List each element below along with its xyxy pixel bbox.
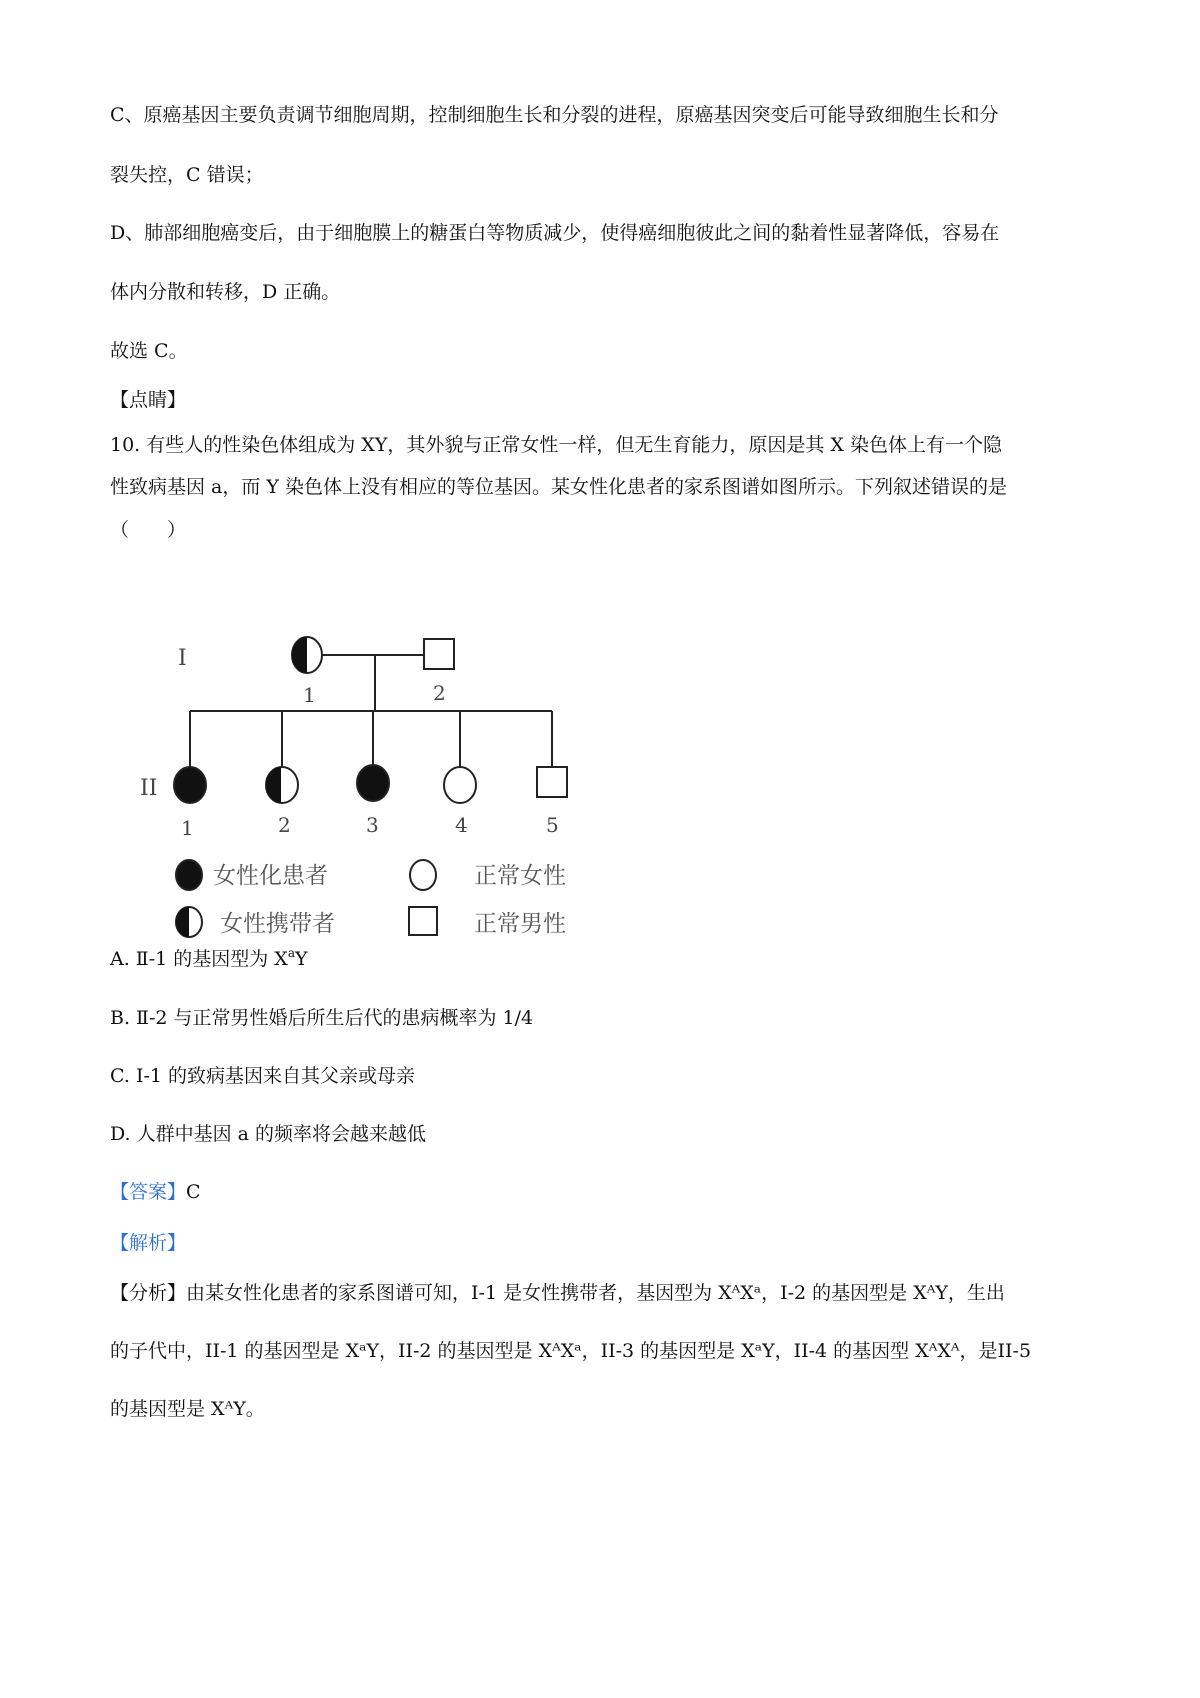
legend-affected-symbol (176, 860, 202, 890)
individual-II-3-affected (357, 765, 389, 801)
option-d-explanation-line2: 体内分散和转移，D 正确。 (110, 281, 341, 303)
option-c-explanation-line2: 裂失控，C 错误； (110, 164, 264, 186)
analysis-label: 【解析】 (110, 1232, 187, 1254)
legend-carrier-symbol (176, 907, 202, 937)
question-text-line2: 性致病基因 a，而 Y 染色体上没有相应的等位基因。某女性化患者的家系图谱如图所示。下列叙述错误的是 (110, 476, 1007, 498)
analysis-line3: 的基因型是 XᴬY。 (110, 1398, 265, 1420)
option-d-explanation-line1: D、肺部细胞癌变后，由于细胞膜上的糖蛋白等物质减少，使得癌细胞彼此之间的黏着性显著降低，容易在 (110, 222, 1000, 244)
individual-I-2-normal-male (424, 639, 454, 669)
individual-II-4-normal-female (444, 767, 476, 803)
option-a-superscript: a (287, 946, 295, 960)
legend-normal-female-symbol (410, 860, 436, 890)
pedigree-diagram (140, 625, 590, 937)
option-c: C. I-1 的致病基因来自其父亲或母亲 (110, 1065, 415, 1087)
label-II-1: 1 (181, 816, 194, 840)
option-a-text: A. Ⅱ-1 的基因型为 X (110, 948, 288, 970)
label-II-4: 4 (455, 813, 468, 837)
conclusion: 故选 C。 (110, 340, 188, 362)
question-text-line1: 10. 有些人的性染色体组成为 XY，其外貌与正常女性一样，但无生育能力，原因是其 X 染色体上有一个隐 (110, 434, 1002, 456)
option-b: B. Ⅱ-2 与正常男性婚后所生后代的患病概率为 1/4 (110, 1007, 534, 1029)
answer-value: C (186, 1181, 201, 1203)
label-II-3: 3 (366, 813, 379, 837)
option-c-explanation-line1: C、原癌基因主要负责调节细胞周期，控制细胞生长和分裂的进程，原癌基因突变后可能导致细胞生长和分 (110, 104, 999, 126)
legend-normal-male-symbol (409, 907, 437, 935)
option-a (110, 944, 308, 971)
individual-II-5-normal-male (537, 767, 567, 797)
option-a-suffix: Y (295, 948, 308, 970)
fenxi-label: 【分析】 (110, 1282, 187, 1304)
label-II-2: 2 (278, 813, 291, 837)
answer-label: 【答案】 (110, 1181, 187, 1203)
question-blank: （ ） (110, 519, 187, 541)
generation-label-1: I (178, 646, 187, 671)
analysis-line2: 的子代中，II-1 的基因型是 XᵃY，II-2 的基因型是 XᴬXᵃ，II-3 的基因型是 XᵃY，II-4 的基因型 XᴬXᴬ，是II-5 (110, 1340, 1032, 1362)
label-II-5: 5 (546, 813, 559, 837)
label-I-1: 1 (303, 683, 316, 707)
dianjing-heading: 【点睛】 (110, 389, 187, 411)
analysis-line1 (110, 1278, 1005, 1305)
individual-II-2-carrier-female (266, 767, 298, 803)
generation-label-2: II (140, 776, 158, 801)
legend-affected-label: 女性化患者 (213, 863, 328, 889)
label-I-2: 2 (433, 681, 446, 705)
individual-II-1-affected (174, 767, 206, 803)
option-d: D. 人群中基因 a 的频率将会越来越低 (110, 1123, 427, 1145)
analysis-line1-text: 由某女性化患者的家系图谱可知，I-1 是女性携带者，基因型为 XᴬXᵃ，I-2 的基因型是 XᴬY，生出 (186, 1282, 1005, 1304)
legend-normal-male-label: 正常男性 (474, 911, 566, 937)
individual-I-1-carrier-female (292, 637, 322, 673)
legend-carrier-label: 女性携带者 (220, 911, 335, 937)
answer-row (110, 1177, 201, 1204)
legend-normal-female-label: 正常女性 (474, 863, 566, 889)
